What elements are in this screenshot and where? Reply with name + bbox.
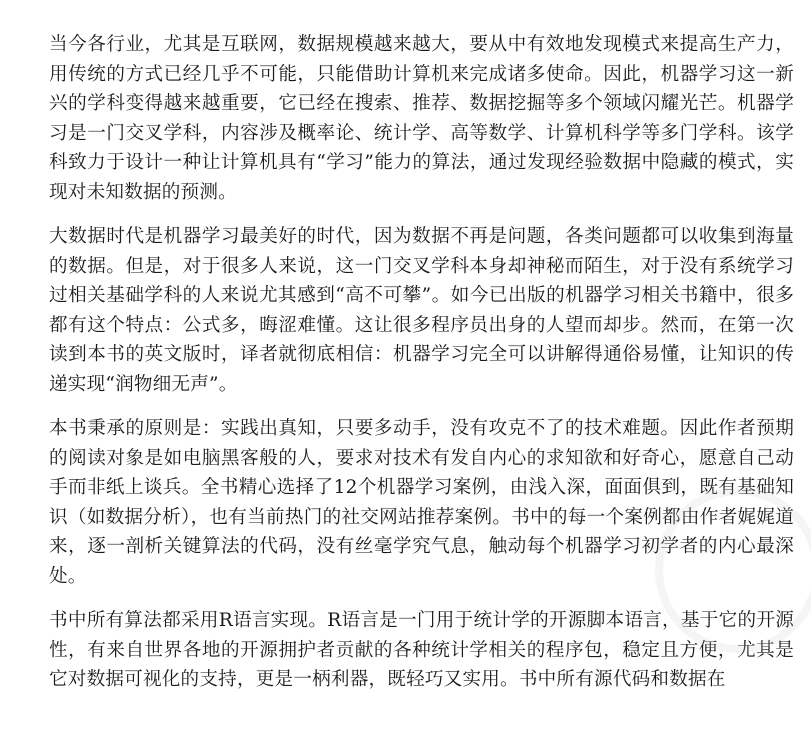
paragraph-intro: 当今各行业，尤其是互联网，数据规模越来越大，要从中有效地发现模式来提高生产力，用传统的方式已经几乎不可能，只能借助计算机来完成诸多使命。因此，机器学习这一新兴的学科变得越来越重要，它已经在搜索、推荐、数据挖掘等多个领域闪耀光芒。机器学习是一门交叉学科，内容涉及概率论、统计学、高等数学、计算机科学等多门学科。该学科致力于设计一种让计算机具有“学习”能力的算法，通过发现经验数据中隐藏的模式，实现对未知数据的预测。 <box>49 34 794 203</box>
paragraph-r-language: 书中所有算法都采用R语言实现。R语言是一门用于统计学的开源脚本语言，基于它的开源性，有来自世界各地的开源拥护者贡献的各种统计学相关的程序包，稳定且方便，尤其是它对数据可视化的支持，更是一柄利器，既轻巧又实用。书中所有源代码和数据在 <box>49 610 794 690</box>
paragraph-big-data: 大数据时代是机器学习最美好的时代，因为数据不再是问题，各类问题都可以收集到海量的数据。但是，对于很多人来说，这一门交叉学科本身却神秘而陌生，对于没有系统学习过相关基础学科的人来说尤其感到“高不可攀”。如今已出版的机器学习相关书籍中，很多都有这个特点：公式多，晦涩难懂。这让很多程序员出身的人望而却步。然而，在第一次读到本书的英文版时，译者就彻底相信：机器学习完全可以讲解得通俗易懂，让知识的传递实现“润物细无声”。 <box>49 226 794 395</box>
paragraph-principle: 本书秉承的原则是：实践出真知，只要多动手，没有攻克不了的技术难题。因此作者预期的阅读对象是如电脑黑客般的人，要求对技术有发自内心的求知欲和好奇心，愿意自己动手而非纸上谈兵。全书精心选择了12个机器学习案例，由浅入深，面面俱到，既有基础知识（如数据分析），也有当前热门的社交网站推荐案例。书中的每一个案例都由作者娓娓道来，逐一剖析关键算法的代码，没有丝毫学究气息，触动每个机器学习初学者的内心最深处。 <box>49 418 794 587</box>
document-page <box>49 30 794 695</box>
